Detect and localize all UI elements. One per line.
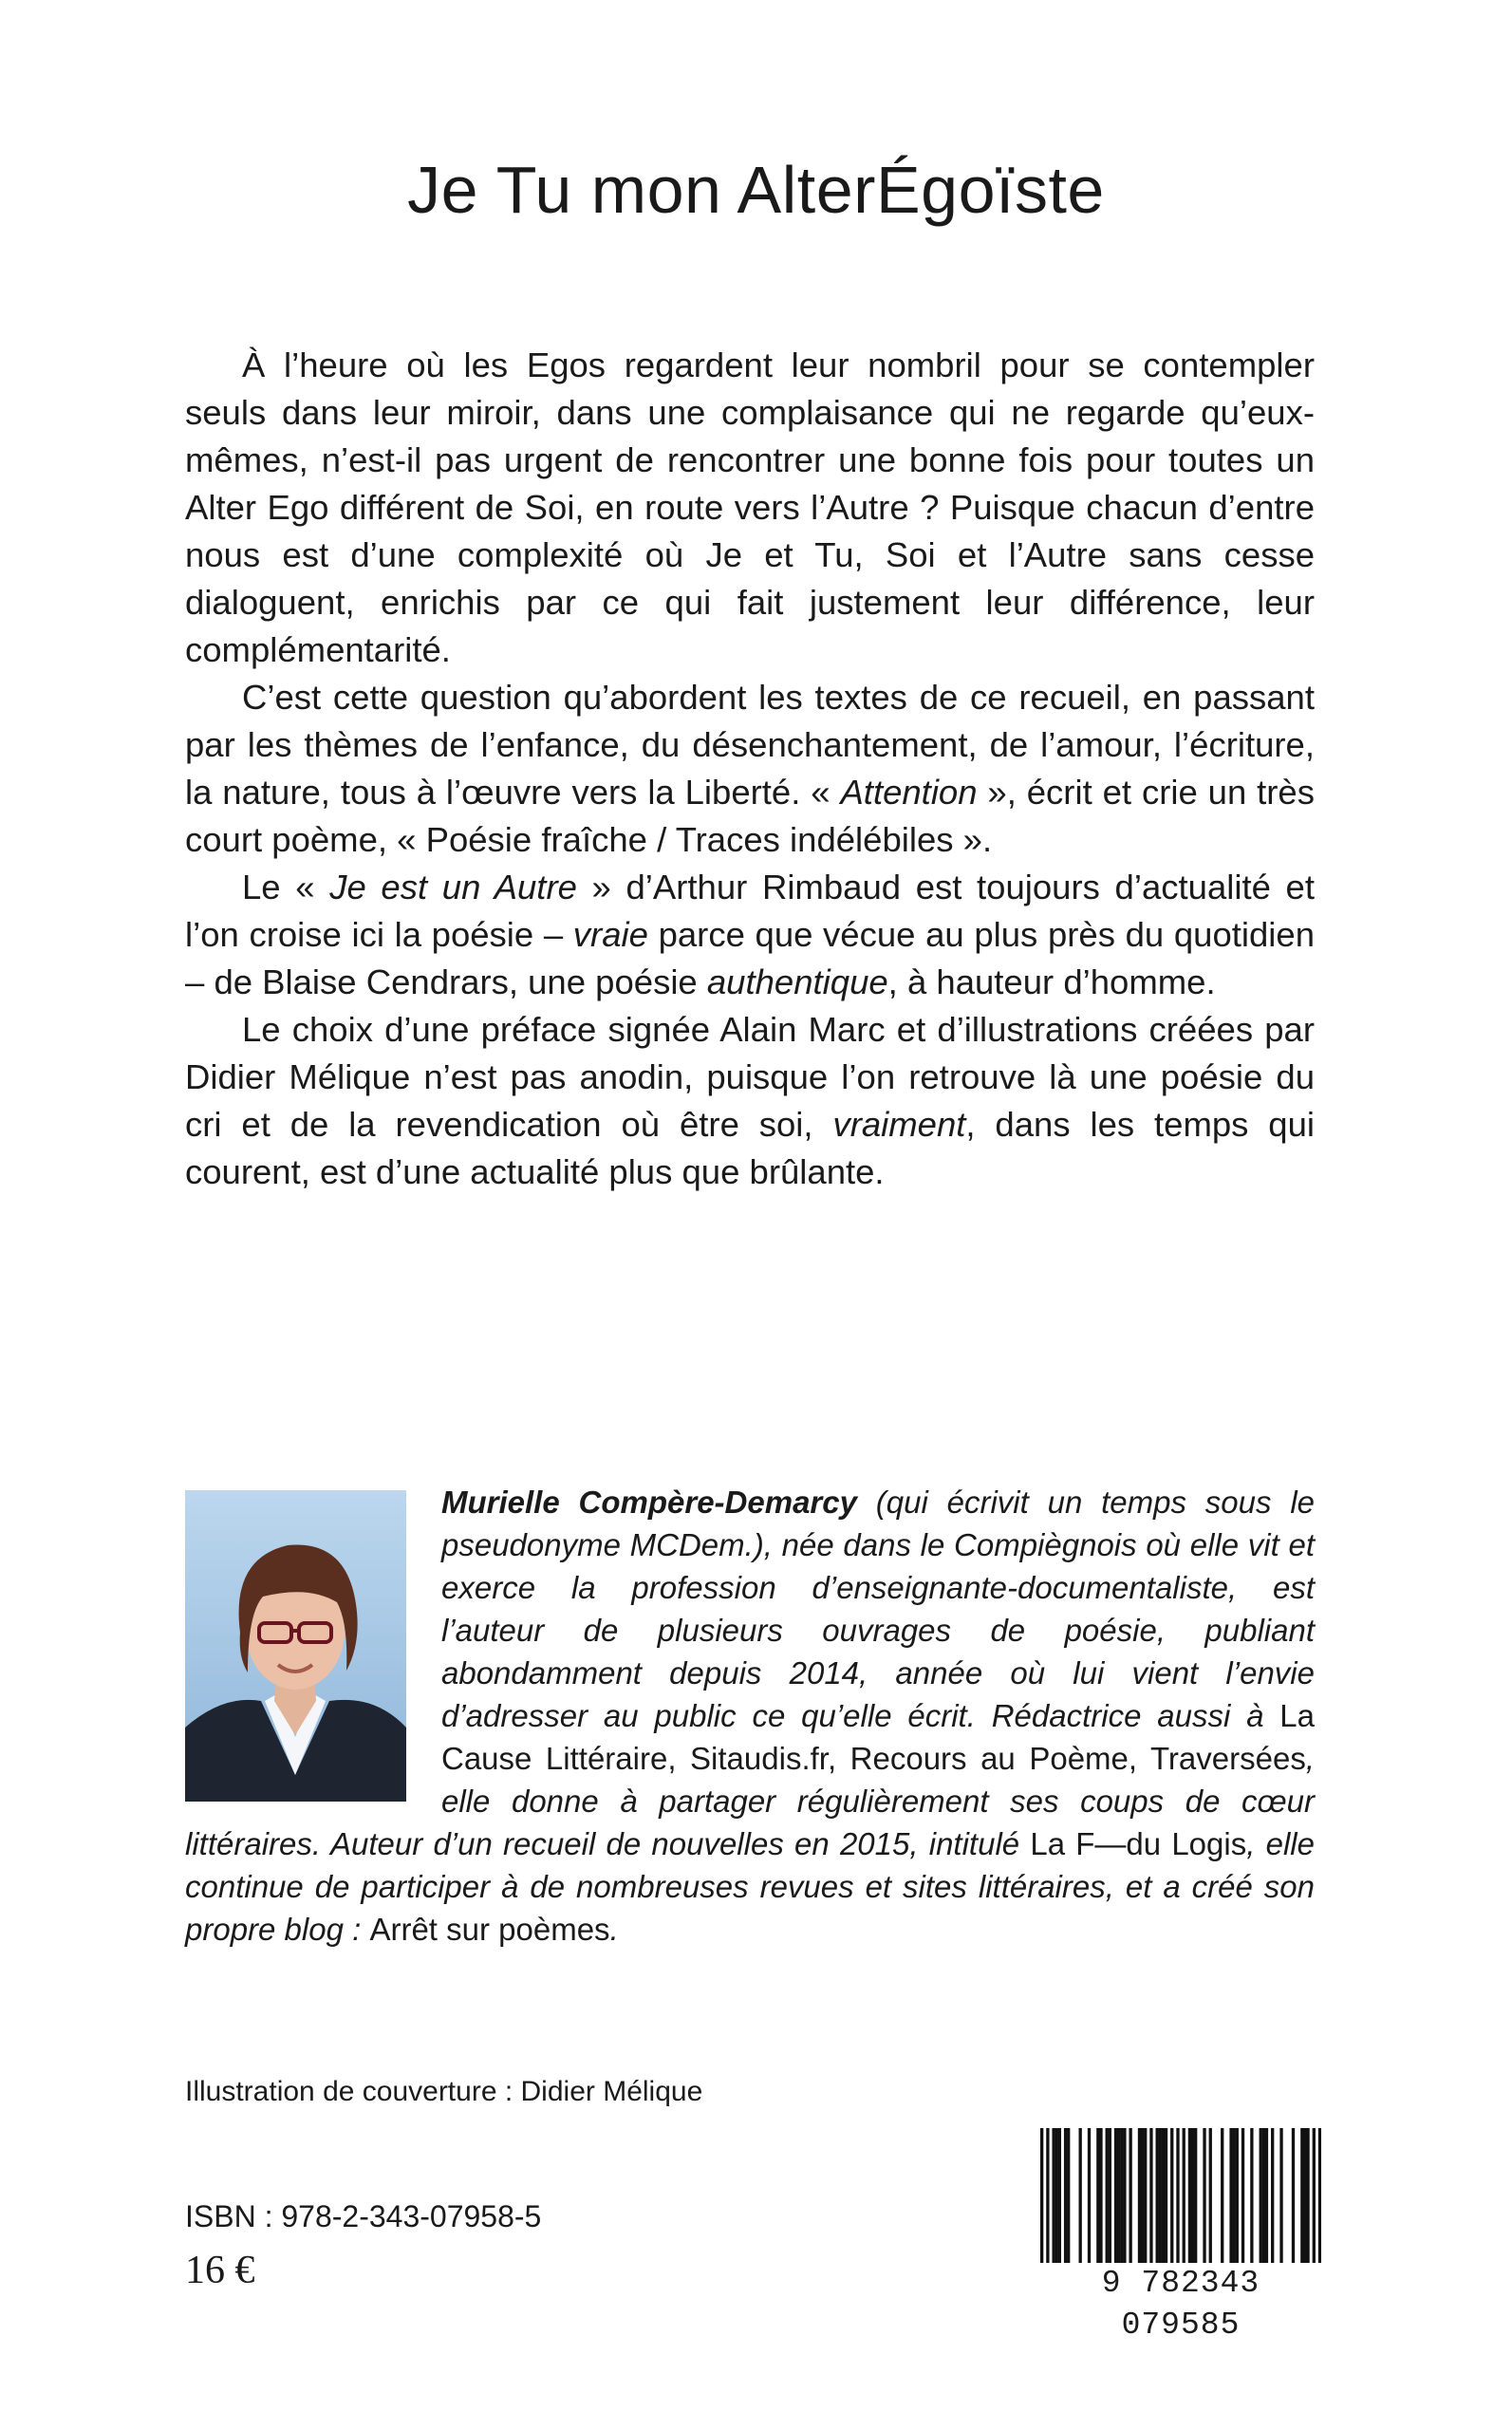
barcode-bar [1159,2128,1162,2263]
barcode-bar [1123,2128,1126,2263]
barcode-bar [1058,2128,1061,2263]
barcode-bar [1064,2128,1067,2263]
barcode-bar [1203,2128,1205,2263]
barcode-bar [1099,2128,1102,2263]
author-name: Murielle Compère-Demarcy [441,1485,857,1520]
author-bio-text: . [609,1912,619,1947]
barcode-bar [1129,2128,1131,2263]
barcode-bar [1241,2128,1244,2263]
barcode-bar [1170,2128,1173,2263]
barcode-bar [1303,2128,1306,2263]
barcode-bar [1109,2128,1111,2263]
barcode-bar [1176,2128,1179,2280]
barcode-bar [1067,2128,1070,2263]
author-bio-text: (qui écrivit un temps sous le pseudonyme MCDem.), née dans le Compiègnois où elle vit et exerce la profession d’enseignante-documentaliste, est l’auteur de plusieurs ouvrages de poésie, publiant abondamment depuis 2014, année où lui vient l’envie d’adresser au public ce qu’elle écrit. Rédactrice aussi à [441,1485,1315,1733]
summary-paragraph [185,342,1315,674]
barcode-bar [1040,2128,1043,2280]
barcode-bar [1233,2128,1236,2263]
price: 16 € [185,2249,255,2292]
barcode-bar [1162,2128,1165,2263]
isbn: ISBN : 978-2-343-07958-5 [185,2199,542,2233]
barcode-bar [1229,2128,1232,2263]
barcode-bar [1191,2128,1194,2263]
author-bio-text: La Cause Littéraire, Sitaudis.fr, Recours au Poème, Traversées [441,1698,1315,1776]
back-cover-summary [185,342,1315,1196]
summary-paragraph [185,864,1315,1006]
barcode-bar [1260,2128,1262,2263]
barcode-bar [1079,2128,1082,2263]
summary-paragraph [185,674,1315,864]
barcode-bar [1221,2128,1223,2263]
barcode-bar [1292,2128,1295,2263]
barcode-bar [1144,2128,1147,2263]
author-bio-text: , elle donne à partager régulièrement ses coups de cœur littéraires. Auteur d’un recueil de nouvelles en 2015, intitulé [185,1741,1315,1861]
barcode-bar [1188,2128,1191,2263]
barcode-bar [1149,2128,1152,2263]
summary-text: » d’Arthur Rimbaud est toujours d’actualité et l’on croise ici la poésie – [185,868,1315,954]
summary-italic-text: Attention [840,773,978,812]
barcode-bar [1165,2128,1167,2263]
barcode-bar [1236,2128,1239,2263]
summary-text: », écrit et crie un très court poème, « Poésie fraîche / Traces indélébiles ». [185,773,1315,859]
barcode-bar [1250,2128,1253,2263]
barcode-bar [1096,2128,1099,2263]
summary-italic-text: vraiment [832,1105,966,1144]
summary-italic-text: authentique [706,962,888,1001]
illustration-credit: Illustration de couverture : Didier Mélique [185,2076,703,2107]
barcode-bar [1106,2128,1109,2263]
barcode-bar [1156,2128,1159,2263]
barcode-bar [1052,2128,1055,2263]
barcode-bar [1117,2128,1120,2263]
barcode-bar [1271,2128,1274,2263]
barcode-bar [1306,2128,1309,2263]
barcode-bar [1138,2128,1141,2263]
barcode-bar [1114,2128,1117,2263]
barcode-bar [1300,2128,1303,2263]
barcode-bar [1120,2128,1123,2263]
summary-text: Le choix d’une préface signée Alain Marc et d’illustrations créées par Didier Mélique n’est pas anodin, puisque l’on retrouve là une poésie du cri et de la revendication où être soi, [185,1010,1315,1144]
summary-paragraph [185,1006,1315,1196]
author-bio-text: , elle continue de participer à de nombreuses revues et sites littéraires, et a créé son propre blog : [185,1826,1315,1947]
summary-text: C’est cette question qu’abordent les textes de ce recueil, en passant par les thèmes de l’enfance, du désenchantement, de l’amour, l’écriture, la nature, tous à l’œuvre vers la Liberté. « [185,678,1315,812]
barcode-bar [1313,2128,1316,2280]
barcode-bar [1055,2128,1058,2263]
book-title: Je Tu mon AlterÉgoïste [407,153,1105,227]
summary-text: À l’heure où les Egos regardent leur nombril pour se contempler seuls dans leur miroir, dans une complaisance qui ne regarde qu’eux-mêmes, n’est-il pas urgent de rencontrer une bonne fois pour toutes un Alter Ego différent de Soi, en route vers l’Autre ? Puisque chacun d’entre nous est d’une complexité où Je et Tu, Soi et l’Autre sans cesse dialoguent, enrichis par ce qui fait justement leur différence, leur complémentarité. [185,346,1315,669]
barcode-bar [1088,2128,1091,2263]
author-bio-text: La F—du Logis [1030,1826,1247,1861]
barcode-bar [1046,2128,1049,2280]
barcode-bar [1262,2128,1265,2263]
ean13-barcode-icon [1040,2128,1321,2343]
summary-text: parce que vécue au plus près du quotidien – de Blaise Cendrars, une poésie [185,915,1316,1001]
author-bio-text: Arrêt sur poèmes [369,1912,610,1947]
summary-italic-text: Je est un Autre [329,868,577,906]
barcode-bar [1209,2128,1212,2263]
barcode-bar [1265,2128,1268,2263]
barcode-bar [1279,2128,1282,2263]
summary-text: , à hauteur d’homme. [887,962,1216,1001]
summary-italic-text: vraie [572,915,648,954]
barcode-bar [1318,2128,1321,2280]
barcode-bars [1040,2128,1321,2280]
summary-text: Le « [242,868,330,906]
barcode-bar [1183,2128,1185,2280]
barcode-bar [1141,2128,1144,2263]
author-biography [185,1481,1315,1951]
barcode-bar [1194,2128,1197,2263]
barcode-digits: 9 782343 079585 [1040,2263,1321,2346]
summary-text: , dans les temps qui courent, est d’une actualité plus que brûlante. [185,1105,1315,1191]
